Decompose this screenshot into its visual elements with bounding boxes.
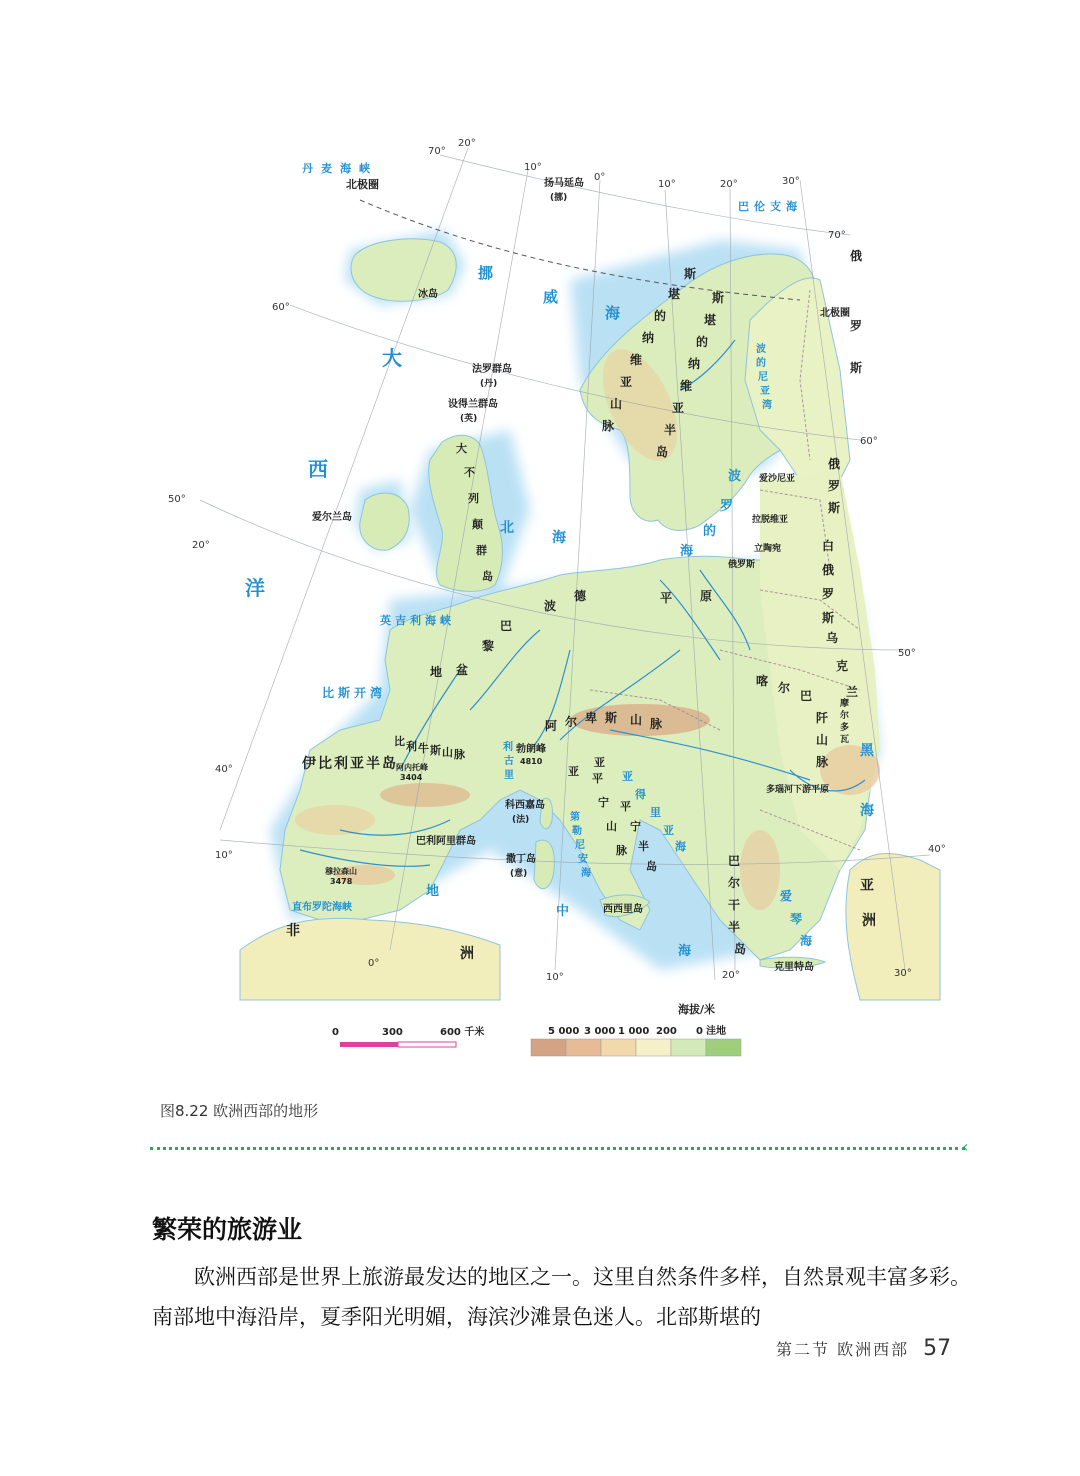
deg-10e-bottom: 10° [546,972,564,983]
shetland-note: (英) [460,414,478,424]
ukraine-3: 兰 [846,685,859,699]
deg-60-ne: 60° [860,436,878,447]
deg-10e-top: 10° [658,179,676,190]
paris-basin-2: 黎 [482,639,495,653]
scandinavian-pen-5: 维 [680,379,693,393]
deg-40-e: 40° [928,844,946,855]
paris-basin-4: 地 [430,665,443,679]
iceland-land [351,239,456,301]
legend-label-depression: 洼地 [706,1026,726,1037]
deg-10w-bottom: 10° [215,850,233,861]
iberian-label: 伊比利亚半岛 [302,756,398,772]
africa-2: 洲 [460,946,474,962]
footer-section: 第二节 欧洲西部 [776,1340,910,1359]
deg-60-nw: 60° [272,302,290,313]
black-sea-label-1: 黑 [860,743,874,759]
pyrenees-1: 比 [394,735,405,748]
scale-tick-300: 300 [382,1027,403,1038]
russia-east-2: 罗 [828,479,841,493]
baltic-label-1: 波 [728,469,742,484]
divider-arrow-icon: ‹ [962,1137,969,1156]
adriatic-label-5: 海 [675,840,686,853]
russia-north-1: 俄 [850,249,863,263]
figure-caption: 图8.22 欧洲西部的地形 [160,1102,319,1120]
legend-label-200: 200 [656,1026,677,1037]
aegean-label-3: 海 [800,934,813,948]
legend-label-0: 0 [696,1026,703,1037]
paris-basin-1: 巴 [500,619,513,633]
shetland-label: 设得兰群岛 [448,399,498,410]
norwegian-sea-label-3: 海 [605,304,621,322]
tyrrhenian-label-2: 勒 [572,826,582,837]
tyrrhenian-label-3: 尼 [575,840,585,851]
scandinavian-pen-8: 岛 [656,445,669,459]
mulhacen-height: 3478 [330,877,353,886]
mulhacen-label: 穆拉森山 [325,867,357,876]
belarus-1: 白 [822,539,835,553]
legend-label-5000: 5 000 [548,1026,580,1037]
apennine-pen-1: 亚 [594,756,605,769]
scandinavian-pen-6: 亚 [672,401,685,415]
adriatic-label-1: 亚 [622,770,633,783]
scale-bar-filled [340,1042,398,1047]
pyrenees-2: 利 [406,740,417,753]
moldova-2: 尔 [840,711,850,721]
black-sea-label-2: 海 [860,803,874,819]
deg-10w-top: 10° [524,162,542,173]
aegean-label-2: 琴 [790,912,803,926]
arctic-circle-label-right: 北极圈 [820,308,850,319]
deg-40-w: 40° [215,764,233,775]
norwegian-sea-label-1: 挪 [478,264,494,282]
europe-terrain-map [160,130,946,1000]
mont-blanc-label: 勃朗峰 [516,744,546,755]
british-isles-4: 颠 [472,518,483,531]
aegean-label-1: 爱 [780,889,793,903]
europe-plain-2: 德 [574,589,587,603]
scandinavian-pen-2: 堪 [704,313,717,327]
elevation-legend [528,1003,743,1063]
europe-plain-3: 平 [660,591,673,605]
ukraine-1: 乌 [826,631,839,645]
carpathians-6: 脉 [816,755,829,769]
ligurian-label-2: 古 [504,756,514,767]
british-isles-3: 列 [468,492,479,505]
apennine-pen-2: 平 [620,800,631,813]
legend-swatch-4 [671,1039,706,1056]
russia-kal-label: 俄罗斯 [728,560,756,570]
belarus-3: 罗 [822,587,835,601]
baltic-label-2: 罗 [720,499,734,514]
legend-title: 海拔/米 [678,1003,716,1016]
moldova-1: 摩 [840,699,850,709]
legend-swatches [531,1039,741,1056]
legend-swatch-0 [531,1039,566,1056]
alps-2: 尔 [565,715,578,729]
balkan-5: 岛 [734,942,747,956]
carpathians-5: 山 [816,733,829,747]
aneto-height: 3404 [400,773,423,782]
adriatic-label-3: 里 [650,806,661,819]
danube-label: 多瑙河下游平原 [766,785,830,795]
gulf-bothnia-label-3: 尼 [758,372,768,383]
scandinavian-mts-4: 纳 [642,331,655,345]
scandinavian-mts-7: 山 [610,397,623,411]
ireland-label: 爱尔兰岛 [312,512,352,523]
sicily-label: 西西里岛 [603,904,643,915]
norwegian-sea-label-2: 威 [543,288,559,306]
pyrenees-6: 脉 [454,748,465,761]
british-isles-2: 不 [464,466,475,479]
deg-30e-top: 30° [782,176,800,187]
alps-6: 脉 [650,717,663,731]
jan-mayen-note: (挪) [550,193,568,203]
europe-plain-4: 原 [700,589,713,603]
arctic-circle-label: 北极圈 [346,178,379,191]
body-paragraph: 欧洲西部是世界上旅游最发达的地区之一。这里自然条件多样，自然景观丰富多彩。南部地中海沿岸，夏季阳光明媚，海滨沙滩景色迷人。北部斯堪的 [152,1265,971,1329]
apennine-mts-2: 平 [592,772,603,785]
alps-5: 山 [630,713,643,727]
scandinavian-pen-4: 纳 [688,357,701,371]
atlantic-label-1: 大 [382,346,402,370]
deg-20w-left: 20° [192,540,210,551]
section-heading: 繁荣的旅游业 [152,1215,303,1244]
aneto-label: 阿内托峰 [396,763,428,772]
deg-30e-bottom: 30° [894,968,912,979]
mediterranean-label-1: 地 [426,884,440,899]
apennine-pen-5: 岛 [646,860,657,873]
apennine-mts-5: 脉 [616,844,627,857]
jan-mayen-label: 扬马延岛 [544,178,584,189]
north-sea-label-1: 北 [500,520,514,536]
moldova-4: 瓦 [840,735,850,745]
scale-tick-0: 0 [332,1027,339,1038]
gulf-bothnia-label-4: 亚 [760,386,770,397]
tyrrhenian-label-1: 第 [570,812,580,823]
corsica-note: (法) [512,815,530,825]
gulf-bothnia-label-5: 湾 [762,400,772,411]
scandinavian-mts-1: 斯 [684,267,697,281]
latvia-label: 拉脱维亚 [752,515,789,525]
legend-swatch-3 [636,1039,671,1056]
deg-20e-bottom: 20° [722,970,740,981]
scandinavian-mts-6: 亚 [620,375,633,389]
ligurian-label-3: 里 [504,770,514,781]
scandinavian-mts-3: 的 [654,309,667,323]
legend-label-3000: 3 000 [584,1026,616,1037]
apennine-mts-4: 山 [606,820,617,833]
deg-20w-top: 20° [458,138,476,149]
iceland-label: 冰岛 [418,289,438,300]
tyrrhenian-label-5: 海 [581,868,591,879]
africa-1: 非 [286,923,300,939]
deg-0-top: 0° [594,172,606,183]
greenland-sea-label: 丹麦海峡 [302,162,378,175]
british-isles-5: 群 [476,544,487,557]
scandinavian-pen-7: 半 [664,423,677,437]
atlantic-label-2: 西 [308,457,328,481]
deg-50-w: 50° [168,494,186,505]
baltic-label-4: 海 [680,544,694,559]
gulf-bothnia-label-2: 的 [756,358,766,369]
apennine-pen-4: 半 [638,840,649,853]
legend-label-1000: 1 000 [618,1026,650,1037]
russia-north-3: 斯 [850,361,863,375]
balkan-4: 半 [728,920,741,934]
mediterranean-label-2: 中 [556,904,570,919]
deg-0-bottom: 0° [368,958,380,969]
deg-70-ne: 70° [828,230,846,241]
british-isles-1: 大 [456,442,467,455]
balearic-label: 巴利阿里群岛 [416,836,476,847]
english-channel-label: 英吉利海峡 [380,614,455,627]
adriatic-label-4: 亚 [663,824,674,837]
scale-bar-empty [398,1042,456,1047]
lithuania-label: 立陶宛 [754,544,782,554]
carpathians-4: 阡 [816,711,829,725]
dotted-divider [150,1147,965,1150]
legend-swatch-5 [706,1039,741,1056]
scandinavian-pen-1: 斯 [712,291,725,305]
pyrenees-4: 斯 [430,744,441,757]
barents-label: 巴伦支海 [738,200,802,213]
pyrenees-3: 牛 [418,742,429,755]
apennine-mts-1: 亚 [568,765,579,778]
pyrenees-5: 山 [442,746,453,759]
north-sea-label-2: 海 [552,530,566,546]
scandinavian-mts-8: 脉 [602,419,615,433]
europe-plain-1: 波 [544,599,557,613]
balkan-2: 尔 [728,876,741,890]
sardinia-land [534,840,554,889]
carpathians-2: 尔 [778,681,791,695]
balkan-1: 巴 [728,854,741,868]
faroe-label: 法罗群岛 [472,364,512,375]
russia-east-3: 斯 [828,501,841,515]
belarus-2: 俄 [822,563,835,577]
crete-label: 克里特岛 [774,962,814,973]
british-isles-6: 岛 [482,570,493,583]
alps-3: 卑 [585,711,598,725]
gibraltar-label: 直布罗陀海峡 [292,902,352,913]
legend-swatch-2 [601,1039,636,1056]
corsica-label: 科西嘉岛 [505,800,545,811]
alps-1: 阿 [545,719,558,733]
page-number: 57 [923,1336,952,1361]
paris-basin-3: 盆 [456,663,469,677]
faroe-note: (丹) [480,379,498,389]
sardinia-label: 撒丁岛 [506,854,536,865]
scale-bar [330,1025,485,1065]
tyrrhenian-label-4: 安 [578,854,588,865]
baltic-label-3: 的 [703,524,717,539]
apennine-pen-3: 宁 [630,820,641,833]
mediterranean-label-3: 海 [678,944,692,959]
carpathians-3: 巴 [800,689,813,703]
asia-1: 亚 [860,878,874,894]
deg-20e-top: 20° [720,179,738,190]
biscay-label: 比斯开湾 [322,686,387,700]
ligurian-label-1: 利 [503,742,513,753]
belarus-4: 斯 [822,611,835,625]
sardinia-note: (意) [510,869,528,879]
scandinavian-pen-3: 的 [696,335,709,349]
russia-north-2: 罗 [850,319,863,333]
deg-70-nw: 70° [428,146,446,157]
scale-tick-600: 600 千米 [440,1027,485,1038]
scandinavian-mts-2: 堪 [668,287,681,301]
scandinavian-mts-5: 维 [630,353,643,367]
moldova-3: 多 [840,723,850,733]
mont-blanc-height: 4810 [520,757,543,766]
apennine-mts-3: 宁 [598,796,609,809]
atlantic-label-3: 洋 [245,576,265,600]
carpathians-1: 喀 [756,674,769,688]
ukraine-2: 克 [836,659,849,673]
legend-swatch-1 [566,1039,601,1056]
asia-2: 洲 [862,913,876,929]
russia-east-1: 俄 [828,457,841,471]
gulf-bothnia-label-1: 波 [756,344,766,355]
page-footer [776,1336,951,1361]
alps-4: 斯 [605,711,618,725]
asia-land [846,853,940,1000]
balkan-3: 干 [728,898,741,912]
deg-50-e: 50° [898,648,916,659]
estonia-label: 爱沙尼亚 [759,474,796,484]
adriatic-label-2: 得 [635,788,646,801]
